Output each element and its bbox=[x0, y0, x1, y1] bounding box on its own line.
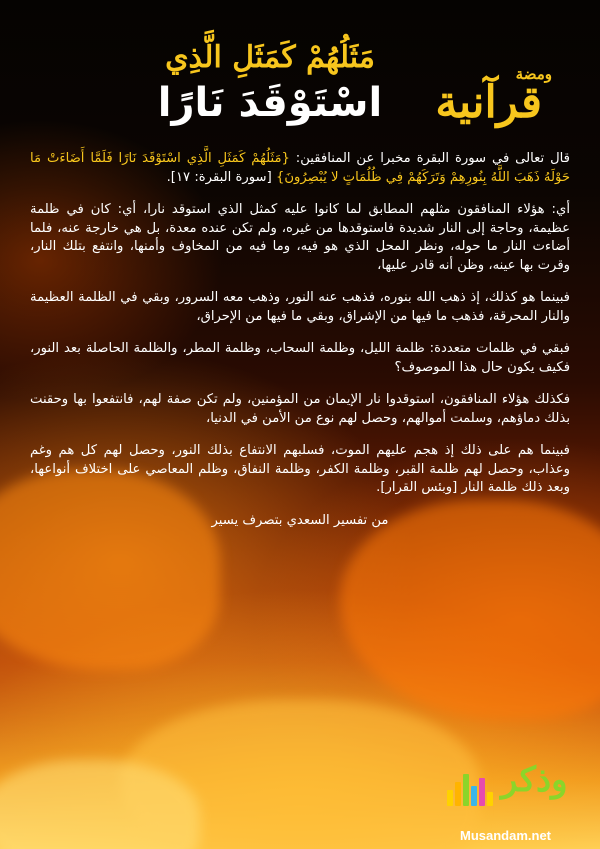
brand-big-text: قرآنية bbox=[435, 77, 542, 128]
footer-logo-text: وذكر bbox=[501, 760, 568, 800]
verse-reference: [سورة البقرة: ١٧]. bbox=[166, 169, 276, 185]
equalizer-bars-icon bbox=[445, 752, 505, 812]
paragraph: فبينما هم على ذلك إذ هجم عليهم الموت، فسلبهم الانتفاع بذلك النور، وحصل لهم كل هم وغم وعذاب، وحصل لهم ظلمة القبر، وظلمة الكفر، وظلمة النفاق، وظلم المعاصي على اختلاف أنواعها، وبعد ذلك ظلمة النار [وبئس القرار]. bbox=[30, 443, 570, 495]
verse-intro: قال تعالى في سورة البقرة مخبرا عن المنافقين: bbox=[289, 151, 570, 166]
title-line-2: اسْتَوْقَدَ نَارًا bbox=[157, 80, 383, 126]
quran-verse: {مَثَلُهُمْ كَمَثَلِ الَّذِي اسْتَوْقَدَ نَارًا فَلَمَّا أَضَاءَتْ مَا حَوْلَهُ ذَهَبَ اللَّهُ بِنُورِهِمْ وَتَرَكَهُمْ فِي ظُلُمَاتٍ لا يُبْصِرُونَ} bbox=[30, 151, 570, 185]
article-body bbox=[30, 150, 570, 544]
paragraph: فبينما هو كذلك، إذ ذهب الله بنوره، فذهب عنه النور، وذهب معه السرور، وبقي في الظلمة العظيمة والنار المحرقة، فذهب ما فيها من الإشراق، وبقي ما فيها من الإحراق، bbox=[30, 290, 570, 324]
brand-calligraphy-logo bbox=[435, 25, 570, 135]
paragraph: أي: هؤلاء المنافقون مثلهم المطابق لما كانوا عليه كمثل الذي استوقد نارا، أي: كان في ظلمة عظيمة، وحاجة إلى النار شديدة فاستوقدها من غيره، ولم تكن عنده معدة، بل هي خارجة عنه، فلما أضاءت النار ما حوله، ونظر المحل الذي هو فيه، وما فيه من المخاوف وأمنها، وانتفع بتلك النار، وقرت بها عينه، وظن أنه قادر عليها، bbox=[30, 202, 570, 273]
title-line-1: مَثَلُهُمْ كَمَثَلِ الَّذِي bbox=[165, 40, 375, 75]
paragraph: فكذلك هؤلاء المنافقون، استوقدوا نار الإيمان من المؤمنين، ولم تكن صفة لهم، فانتفعوا بها وحقنت بذلك دماؤهم، وسلمت أموالهم، وحصل لهم نوع من الأمن في الدنيا، bbox=[30, 392, 570, 426]
source-citation: من تفسير السعدي بتصرف يسير bbox=[211, 512, 389, 528]
footer-site-url: Musandam.net bbox=[460, 828, 552, 843]
paragraph-verse bbox=[30, 150, 570, 187]
footer-logo bbox=[445, 752, 575, 812]
paragraph: فبقي في ظلمات متعددة: ظلمة الليل، وظلمة السحاب، وظلمة المطر، والظلمة الحاصلة بعد النور، فكيف يكون حال هذا الموصوف؟ bbox=[30, 341, 570, 375]
brand-small-text: ومضة bbox=[515, 65, 552, 83]
